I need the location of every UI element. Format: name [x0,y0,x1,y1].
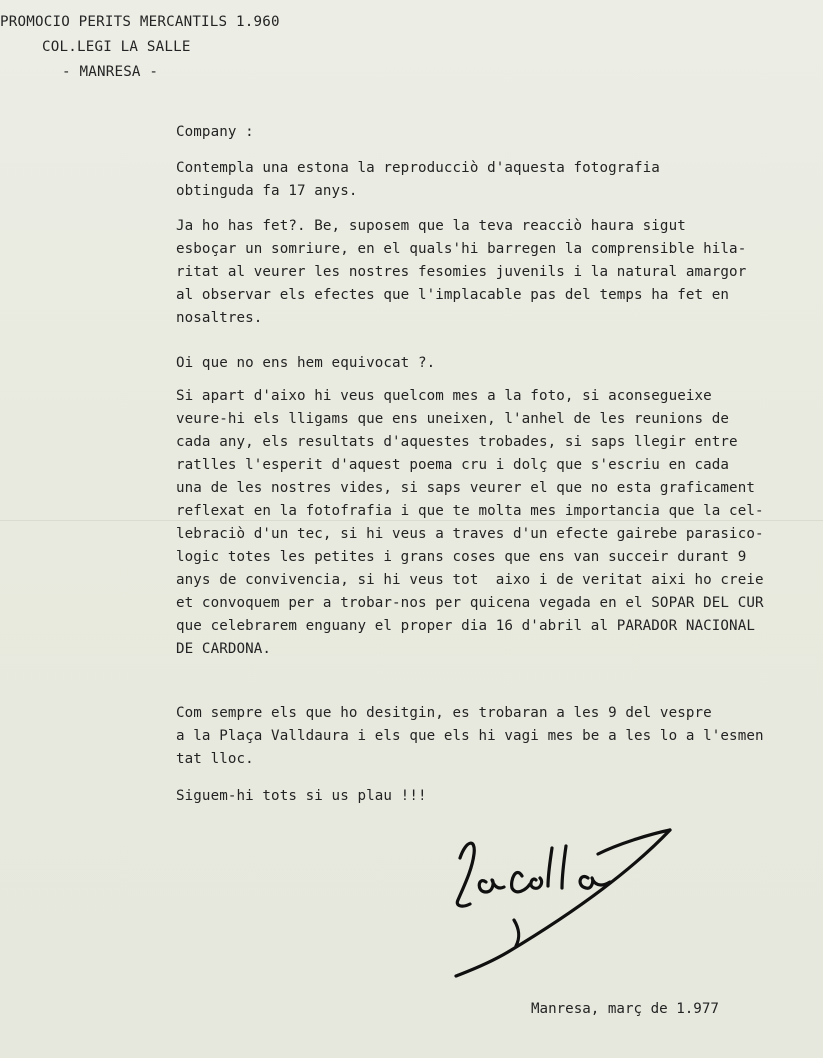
paragraph-line: obtinguda fa 17 anys. [176,183,358,199]
paragraph-line: logic totes les petites i grans coses que ens van succeir durant 9 [176,549,747,565]
paragraph-line: veure-hi els lligams que ens uneixen, l'anhel de les reunions de [176,411,730,427]
paragraph-line: Com sempre els que ho desitgin, es trobaran a les 9 del vespre [176,705,712,721]
paragraph-4 [176,388,822,678]
paragraph-line: ritat al veurer les nostres fesomies juvenils i la natural amargor [176,264,747,280]
paragraph-line: Oi que no ens hem equivocat ?. [176,355,436,371]
paragraph-3 [176,355,822,379]
paragraph-line: DE CARDONA. [176,641,272,657]
paragraph-line: anys de convivencia, si hi veus tot aixo i de veritat aixi ho creie [176,572,764,588]
paragraph-line: cada any, els resultats d'aquestes trobades, si saps llegir entre [176,434,738,450]
paragraph-line: a la Plaça Valldaura i els que els hi vagi mes be a les lo a l'esmen [176,728,764,744]
salutation: Company : [176,124,254,140]
paragraph-line: al observar els efectes que l'implacable pas del temps ha fet en [176,287,730,303]
header-line-3: - MANRESA - [62,64,159,80]
paragraph-5 [176,705,822,775]
paragraph-line: et convoquem per a trobar-nos per quicena vegada en el SOPAR DEL CUR [176,595,764,611]
letter-date: Manresa, març de 1.977 [531,1001,719,1017]
paragraph-line: tat lloc. [176,751,254,767]
paragraph-line: Siguem-hi tots si us plau !!! [176,788,427,804]
paragraph-line: ratlles l'esperit d'aquest poema cru i dolç que s'escriu en cada [176,457,730,473]
paragraph-line: reflexat en la fotofrafia i que te molta mes importancia que la cel- [176,503,764,519]
paragraph-2 [176,218,822,348]
paragraph-line: Contempla una estona la reproducciò d'aquesta fotografia [176,160,660,176]
paragraph-line: que celebrarem enguany el proper dia 16 d'abril al PARADOR NACIONAL [176,618,755,634]
paragraph-line: Si apart d'aixo hi veus quelcom mes a la foto, si aconsegueixe [176,388,712,404]
paragraph-line: una de les nostres vides, si saps veurer el que no esta graficament [176,480,755,496]
paragraph-1 [176,160,822,220]
paragraph-line: nosaltres. [176,310,263,326]
signature-la-colla [448,820,678,980]
header-line-1: PROMOCIO PERITS MERCANTILS 1.960 [0,14,280,30]
paragraph-6 [176,788,822,812]
paragraph-line: esboçar un somriure, en el quals'hi barregen la comprensible hila- [176,241,747,257]
header-line-2: COL.LEGI LA SALLE [42,39,191,55]
paragraph-line: Ja ho has fet?. Be, suposem que la teva reacciò haura sigut [176,218,686,234]
paragraph-line: lebraciò d'un tec, si hi veus a traves d'un efecte gairebe parasico- [176,526,764,542]
